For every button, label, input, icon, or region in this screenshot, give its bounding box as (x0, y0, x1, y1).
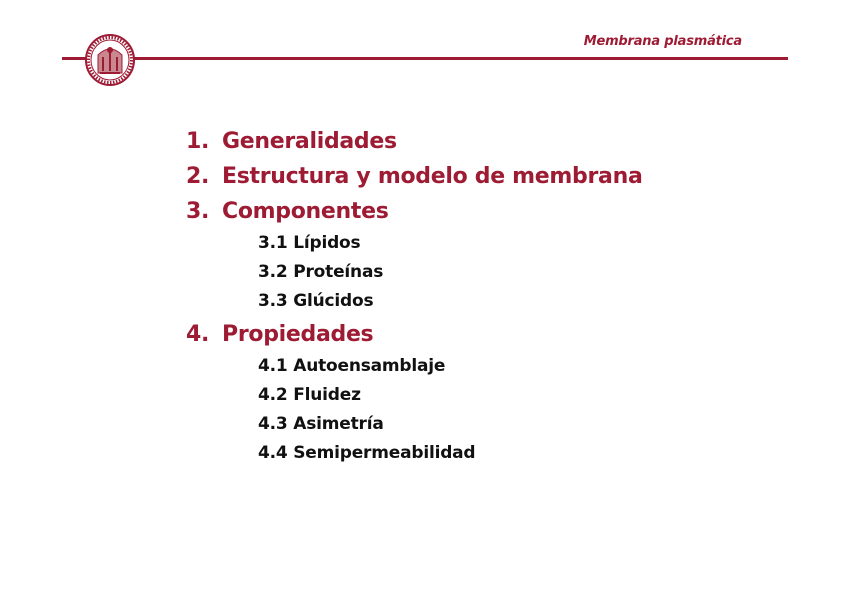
subtopic-item: 4.3 Asimetría (258, 414, 384, 434)
topic-item (186, 194, 643, 316)
subtopic-item: 4.2 Fluidez (258, 385, 361, 405)
topic-label: Estructura y modelo de membrana (222, 164, 643, 189)
topic-label: Componentes (222, 199, 389, 224)
subtopic-item: 4.1 Autoensamblaje (258, 356, 446, 376)
subtopic-item: 4.4 Semipermeabilidad (258, 443, 476, 463)
topic-label: Propiedades (222, 322, 374, 347)
topic-number: 4. (186, 322, 210, 347)
header-title: Membrana plasmática (583, 34, 742, 49)
topic-label: Generalidades (222, 129, 397, 154)
topic-item (186, 124, 643, 159)
header-rule (62, 57, 788, 60)
subtopic-item: 3.3 Glúcidos (258, 291, 374, 311)
topic-item (186, 159, 643, 194)
subtopic-item: 3.2 Proteínas (258, 262, 384, 282)
table-of-contents (186, 124, 643, 469)
topic-number: 2. (186, 164, 210, 189)
subtopic-item: 3.1 Lípidos (258, 233, 361, 253)
university-seal-icon (84, 33, 136, 87)
topic-number: 3. (186, 199, 210, 224)
topic-item (186, 317, 643, 468)
topic-number: 1. (186, 129, 210, 154)
